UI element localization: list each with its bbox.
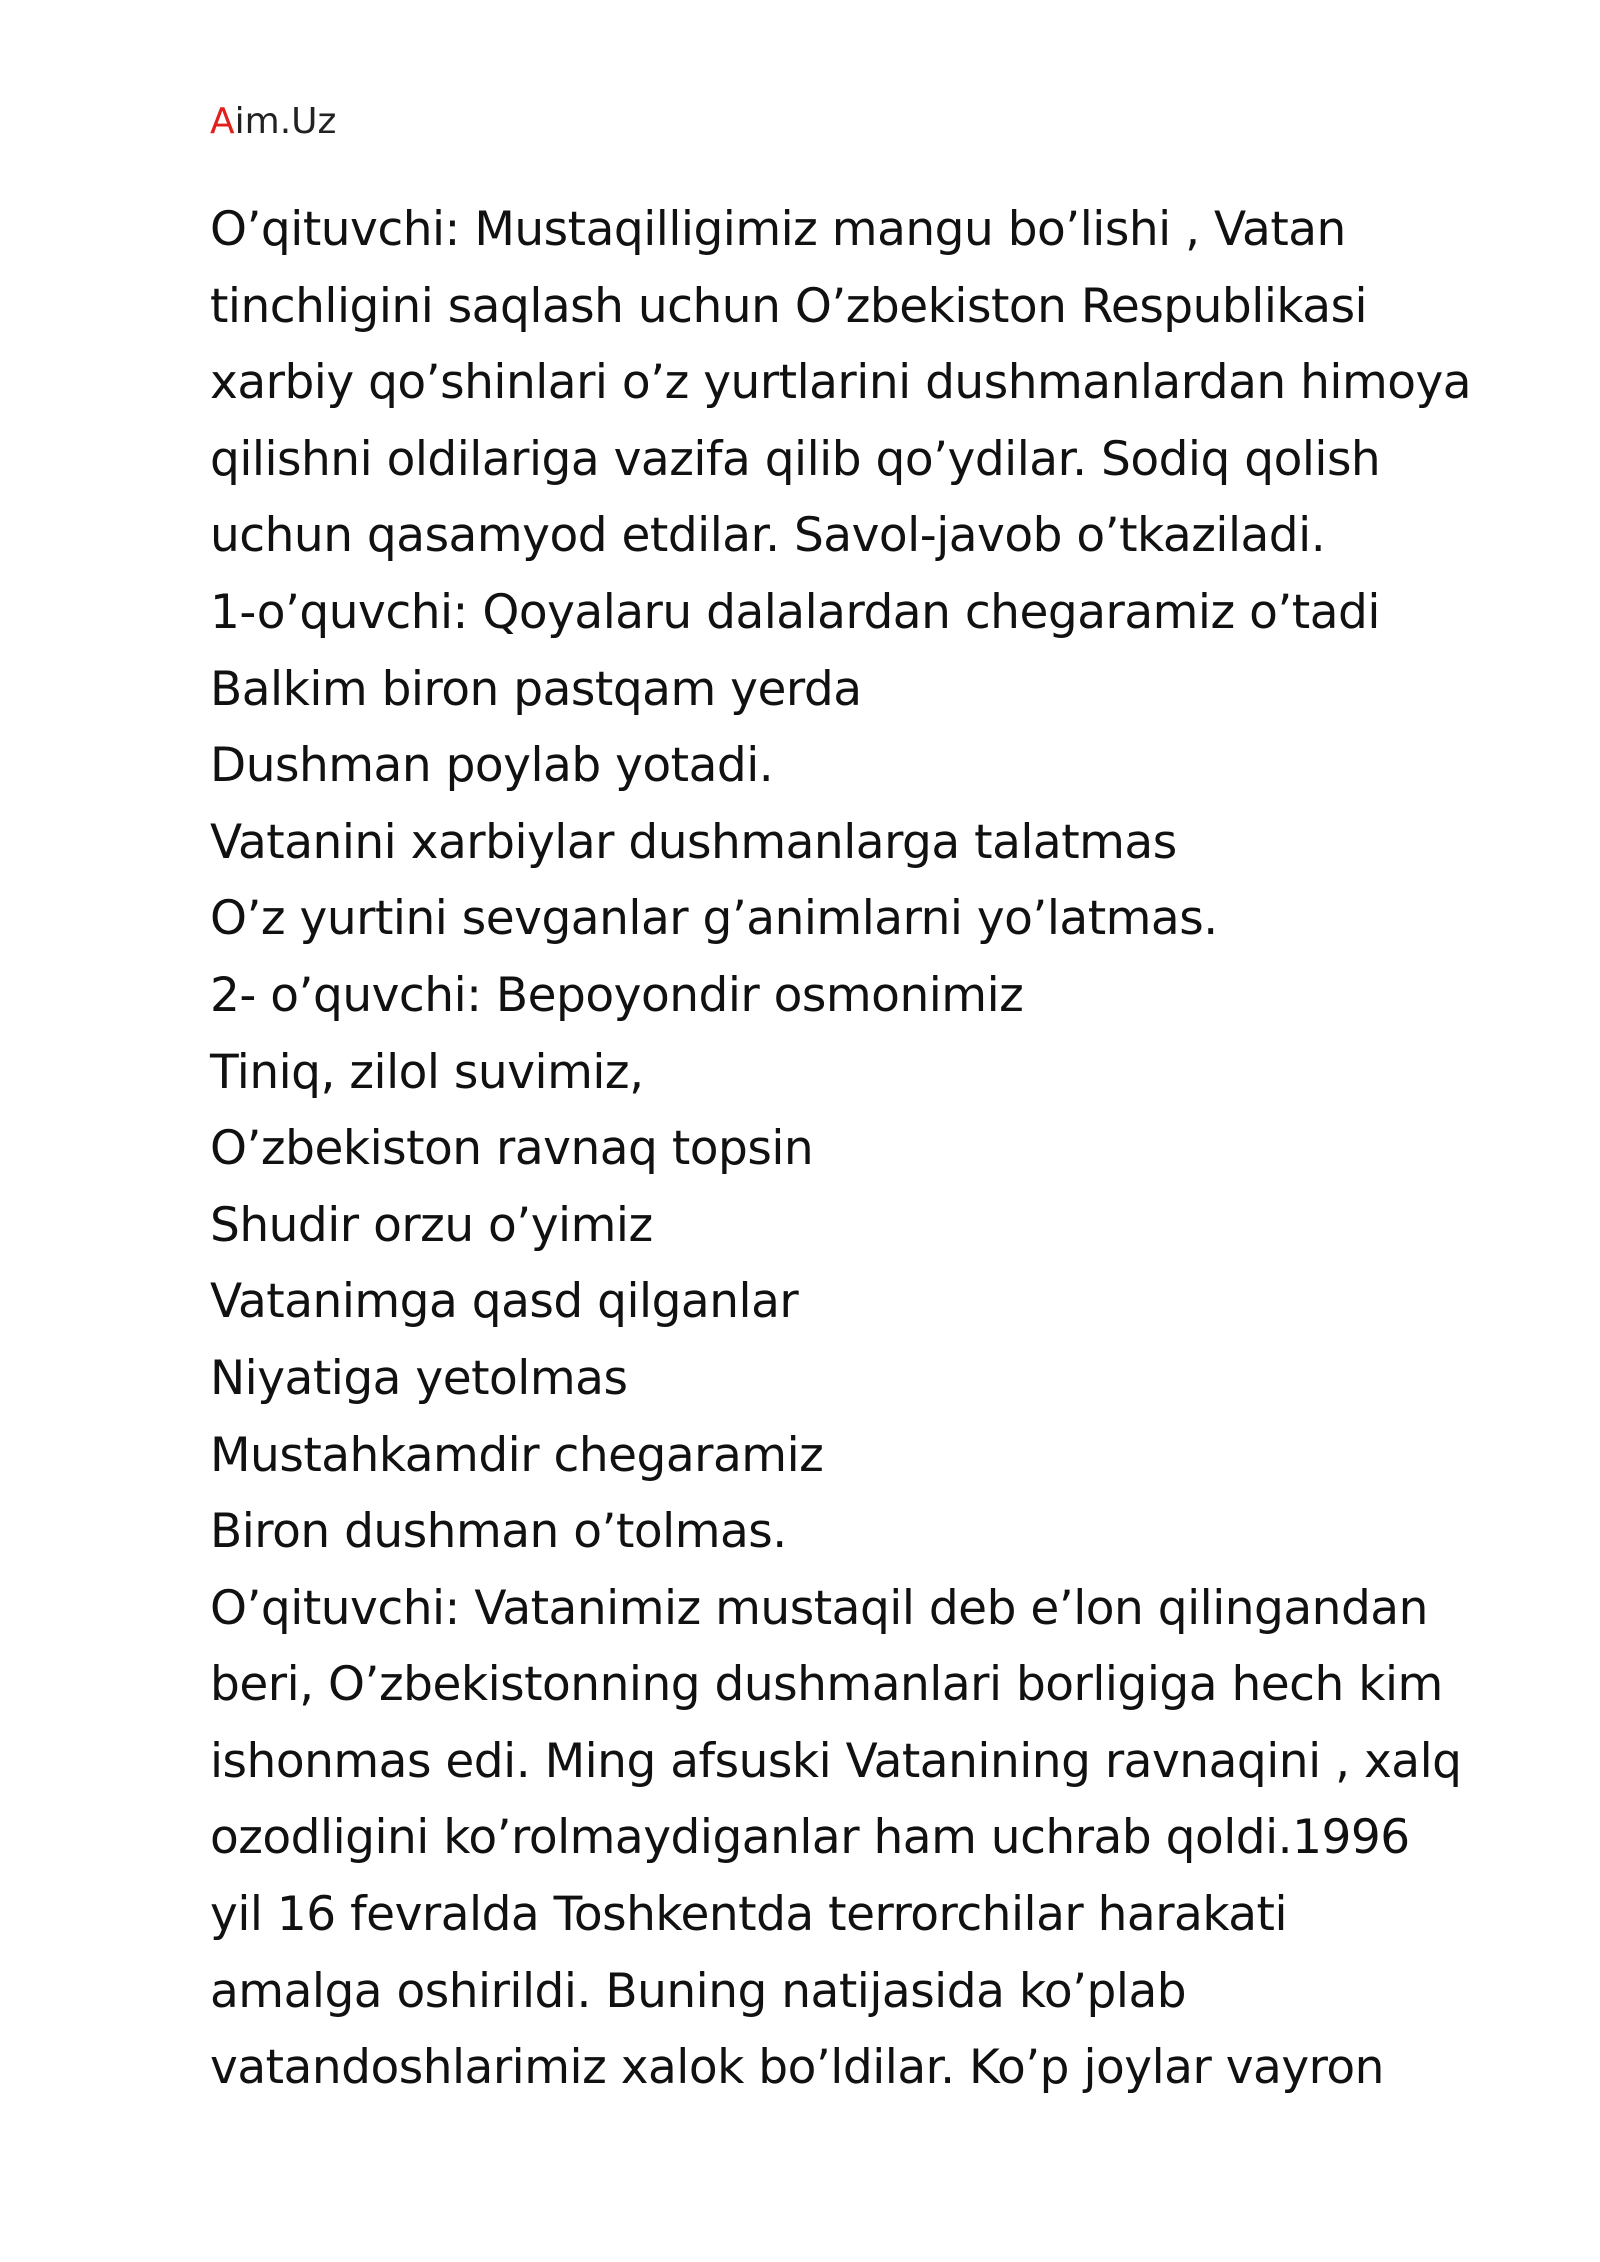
text-line: beri, O’zbekistonning dushmanlari borligiga hech kim bbox=[210, 1657, 1443, 1713]
text-line: O’qituvchi: Vatanimiz mustaqil deb e’lon qilingandan bbox=[210, 1580, 1428, 1636]
text-line: Mustahkamdir chegaramiz bbox=[210, 1427, 824, 1483]
text-line: Balkim biron pastqam yerda bbox=[210, 661, 862, 717]
text-line: ishonmas edi. Ming afsuski Vatanining ravnaqini , xalq bbox=[210, 1733, 1462, 1789]
text-line: yil 16 fevralda Toshkentda terrorchilar harakati bbox=[210, 1887, 1288, 1943]
text-line: amalga oshirildi. Buning natijasida ko’plab bbox=[210, 1963, 1187, 2019]
text-line: Tiniq, zilol suvimiz, bbox=[210, 1044, 644, 1100]
text-line: uchun qasamyod etdilar. Savol-javob o’tkaziladi. bbox=[210, 508, 1326, 564]
text-line: Niyatiga yetolmas bbox=[210, 1350, 628, 1406]
text-line: tinchligini saqlash uchun O’zbekiston Respublikasi bbox=[210, 278, 1368, 334]
text-line: O’zbekiston ravnaq topsin bbox=[210, 1121, 814, 1177]
logo-rest: im.Uz bbox=[234, 101, 337, 142]
text-line: vatandoshlarimiz xalok bo’ldilar. Ko’p joylar vayron bbox=[210, 2040, 1384, 2096]
text-line: 2- o’quvchi: Bepoyondir osmonimiz bbox=[210, 967, 1024, 1023]
text-line: Vatanini xarbiylar dushmanlarga talatmas bbox=[210, 814, 1177, 870]
text-line: O’qituvchi: Mustaqilligimiz mangu bo’lishi , Vatan bbox=[210, 202, 1346, 257]
text-line: qilishni oldilariga vazifa qilib qo’ydilar. Sodiq qolish bbox=[210, 431, 1381, 487]
text-line: Biron dushman o’tolmas. bbox=[210, 1504, 787, 1560]
text-line: O’z yurtini sevganlar g’animlarni yo’latmas. bbox=[210, 891, 1218, 947]
text-line: Dushman poylab yotadi. bbox=[210, 738, 774, 794]
text-line: ozodligini ko’rolmaydiganlar ham uchrab qoldi.1996 bbox=[210, 1810, 1410, 1866]
logo-first-letter: A bbox=[210, 101, 235, 142]
document-body bbox=[210, 192, 1500, 2107]
text-line: 1-o’quvchi: Qoyalaru dalalardan chegaramiz o’tadi bbox=[210, 584, 1380, 640]
text-line: Shudir orzu o’yimiz bbox=[210, 1197, 653, 1253]
site-logo[interactable] bbox=[210, 98, 336, 146]
text-line: Vatanimga qasd qilganlar bbox=[210, 1274, 799, 1330]
text-line: xarbiy qo’shinlari o’z yurtlarini dushmanlardan himoya bbox=[210, 355, 1472, 411]
